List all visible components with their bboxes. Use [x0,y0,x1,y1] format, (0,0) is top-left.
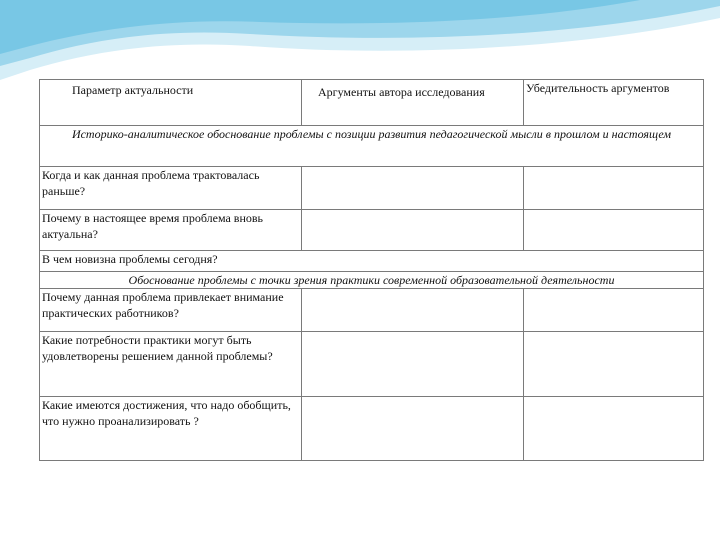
section1-title: Историко-аналитическое обоснование проблемы с позиции развития педагогической мысли в прошлом и настоящем [40,126,704,167]
table-row [40,397,704,461]
row-param: Какие имеются достижения, что надо обобщить, что нужно проанализировать ? [40,397,302,461]
header-conviction: Убедительность аргументов [524,80,704,126]
section2-title: Обоснование проблемы с точки зрения практики современной образовательной деятельности [40,272,704,289]
row-conviction [524,167,704,210]
row-args [302,332,524,397]
table-row [40,167,704,210]
row-args [302,289,524,332]
row-param: В чем новизна проблемы сегодня? [40,251,704,272]
row-conviction [524,210,704,251]
row-param: Почему в настоящее время проблема вновь актуальна? [40,210,302,251]
row-conviction [524,332,704,397]
header-param: Параметр актуальности [40,80,302,126]
row-param: Почему данная проблема привлекает внимание практических работников? [40,289,302,332]
table-row [40,332,704,397]
header-args: Аргументы автора исследования [302,80,524,126]
row-param: Какие потребности практики могут быть удовлетворены решением данной проблемы? [40,332,302,397]
table-row [40,210,704,251]
section-header-row [40,272,704,289]
row-args [302,167,524,210]
section-header-row [40,126,704,167]
relevance-table [39,79,704,461]
row-param: Когда и как данная проблема трактовалась раньше? [40,167,302,210]
row-args [302,210,524,251]
row-conviction [524,397,704,461]
table-row [40,289,704,332]
row-args [302,397,524,461]
row-conviction [524,289,704,332]
table-row [40,251,704,272]
header-row [40,80,704,126]
